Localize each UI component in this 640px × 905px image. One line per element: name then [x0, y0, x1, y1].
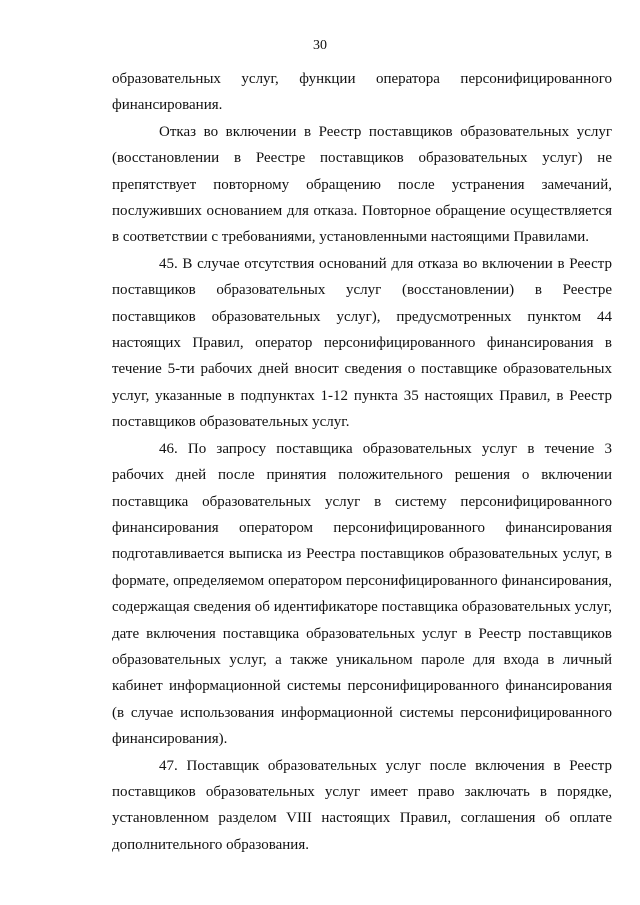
page-number: 30 — [313, 38, 327, 53]
paragraph-refusal: Отказ во включении в Реестр поставщиков образовательных услуг (восстановлении в Реестре поставщиков образовательных услуг) не препятствует повторному обращению после устранения замечаний, послуживших основанием для отказа. Повторное обращение осуществляется в соответствии с требованиями, установленными настоящими Правилами. — [112, 123, 612, 246]
document-body — [112, 66, 612, 858]
paragraph-item-46: 46. По запросу поставщика образовательных услуг в течение 3 рабочих дней после принятия положительного решения о включении поставщика образовательных услуг в систему персонифицированного финансирования оператором персонифицированного финансирования подготавливается выписка из Реестра поставщиков образовательных услуг, в формате, определяемом оператором персонифицированного финансирования, содержащая сведения об идентификаторе поставщика образовательных услуг, дате включения поставщика образовательных услуг в Реестр поставщиков образовательных услуг, а также уникальном пароле для входа в личный кабинет информационной системы персонифицированного финансирования (в случае использования информационной системы персонифицированного финансирования). — [112, 440, 612, 748]
paragraph-item-47: 47. Поставщик образовательных услуг после включения в Реестр поставщиков образовательных услуг имеет право заключать в порядке, установленном разделом VIII настоящих Правил, соглашения об оплате дополнительного образования. — [112, 757, 612, 853]
paragraph-continuation: образовательных услуг, функции оператора персонифицированного финансирования. — [112, 71, 612, 114]
paragraph-item-45: 45. В случае отсутствия оснований для отказа во включении в Реестр поставщиков образовательных услуг (восстановлении) в Реестре поставщиков образовательных услуг), предусмотренных пунктом 44 настоящих Правил, оператор персонифицированного финансирования в течение 5-ти рабочих дней вносит сведения о поставщике образовательных услуг, указанные в подпунктах 1-12 пункта 35 настоящих Правил, в Реестр поставщиков образовательных услуг. — [112, 255, 612, 431]
